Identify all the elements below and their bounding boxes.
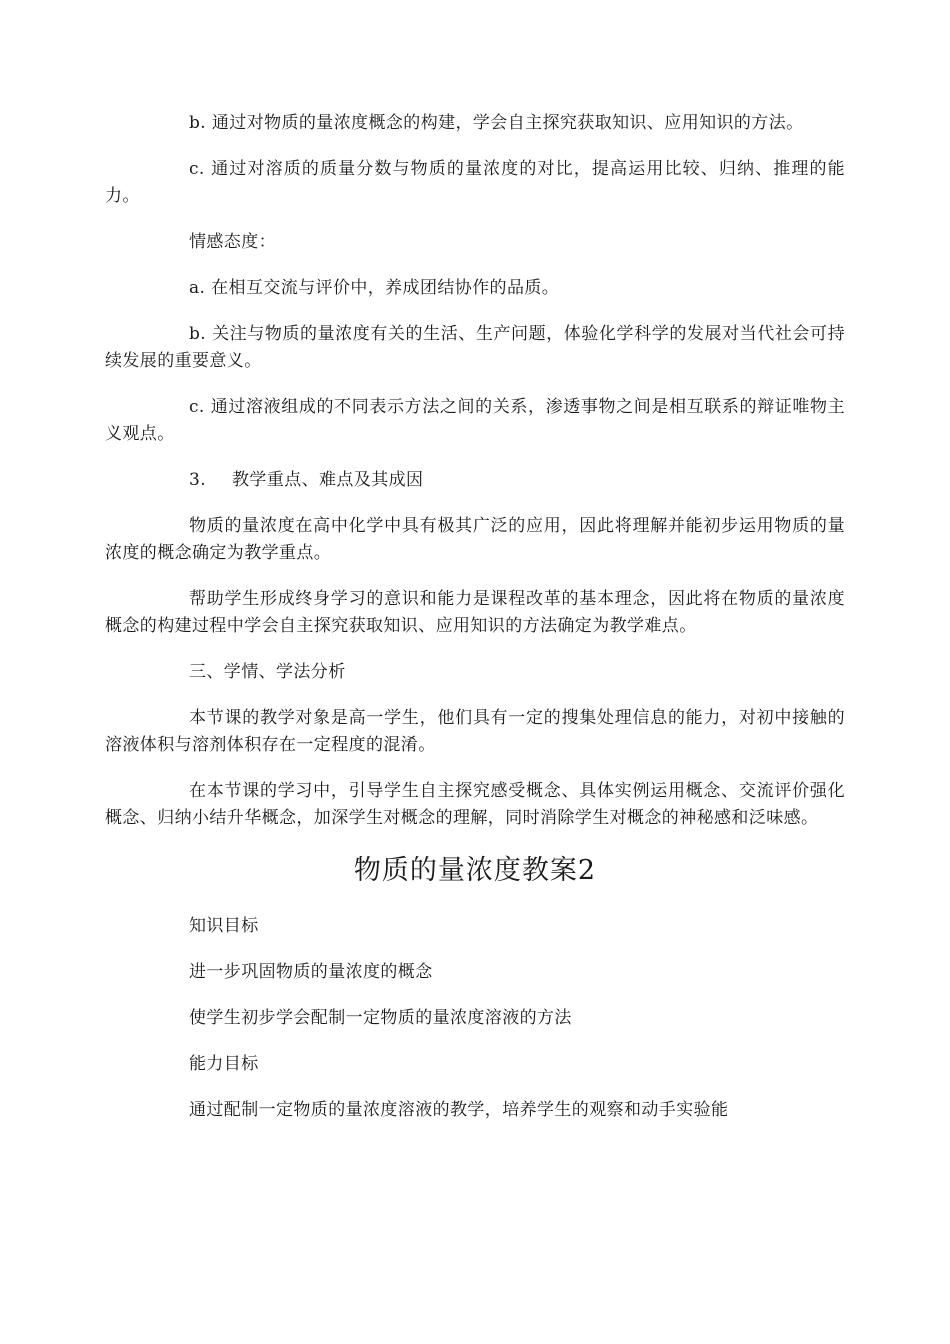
paragraph-emotion-a: a. 在相互交流与评价中，养成团结协作的品质。 (189, 278, 560, 298)
paragraph-students: 本节课的教学对象是高一学生，他们具有一定的搜集处理信息的能力，对初中接触的溶液体积与溶剂体积存在一定程度的混淆。 (105, 708, 845, 755)
paragraph-learning: 在本节课的学习中，引导学生自主探究感受概念、具体实例运用概念、交流评价强化概念、归纳小结升华概念，加深学生对概念的理解，同时消除学生对概念的神秘感和泛味感。 (105, 781, 845, 828)
paragraph-goal-c: c. 通过对溶质的质量分数与物质的量浓度的对比，提高运用比较、归纳、推理的能力。 (105, 159, 845, 206)
document-body (105, 110, 845, 1143)
section-3-heading (105, 467, 845, 494)
paragraph-emotion-b: b. 关注与物质的量浓度有关的生活、生产问题，体验化学科学的发展对当代社会可持续发展的重要意义。 (105, 324, 845, 371)
section-three-heading: 三、学情、学法分析 (189, 662, 346, 682)
ability-goal-1: 通过配制一定物质的量浓度溶液的教学，培养学生的观察和动手实验能 (189, 1100, 729, 1120)
ability-goal-heading: 能力目标 (189, 1054, 259, 1074)
section-3-title: 教学重点、难点及其成因 (232, 470, 424, 490)
paragraph-emotion-c: c. 通过溶液组成的不同表示方法之间的关系，渗透事物之间是相互联系的辩证唯物主义观点。 (105, 397, 845, 444)
knowledge-goal-2: 使学生初步学会配制一定物质的量浓度溶液的方法 (189, 1008, 572, 1028)
paragraph-goal-b: b. 通过对物质的量浓度概念的构建，学会自主探究获取知识、应用知识的方法。 (189, 113, 804, 133)
paragraph-difficulty: 帮助学生形成终身学习的意识和能力是课程改革的基本理念，因此将在物质的量浓度概念的构建过程中学会自主探究获取知识、应用知识的方法确定为教学难点。 (105, 589, 845, 636)
knowledge-goal-1: 进一步巩固物质的量浓度的概念 (189, 962, 433, 982)
paragraph-key-point: 物质的量浓度在高中化学中具有极其广泛的应用，因此将理解并能初步运用物质的量浓度的概念确定为教学重点。 (105, 516, 845, 563)
lesson-plan-2-title: 物质的量浓度教案2 (353, 855, 597, 886)
paragraph-emotion-heading: 情感态度： (189, 232, 276, 252)
knowledge-goal-heading: 知识目标 (189, 916, 259, 936)
section-3-number: 3. (189, 470, 207, 490)
